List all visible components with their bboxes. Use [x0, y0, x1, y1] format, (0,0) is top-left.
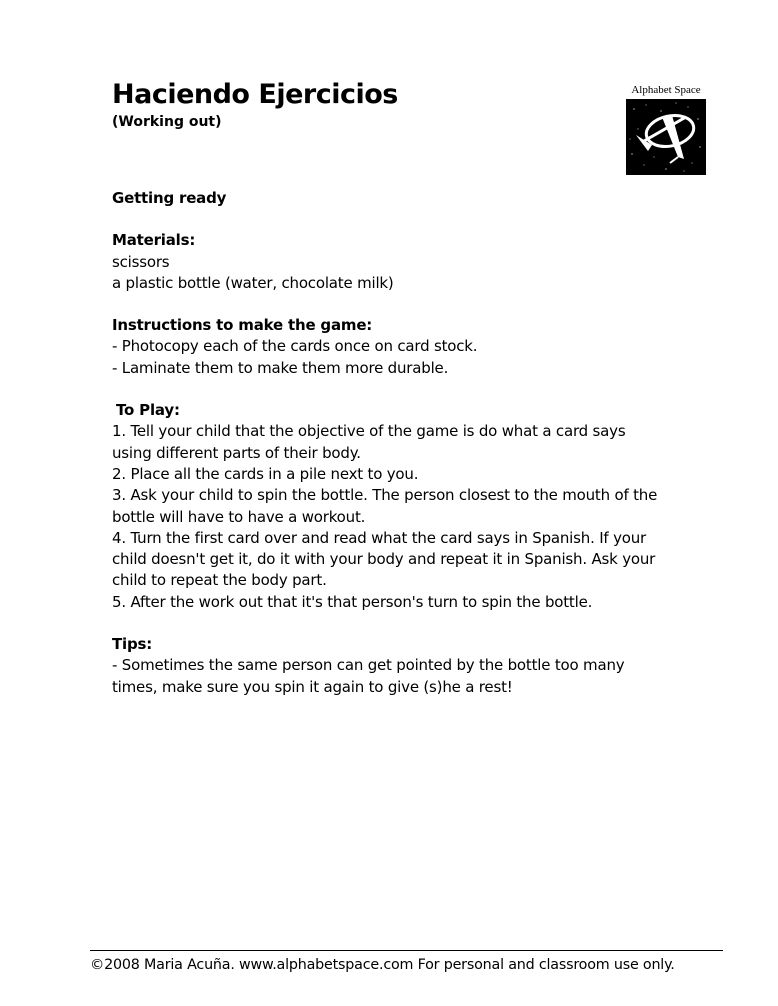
section-heading-to-play: To Play:	[116, 401, 180, 420]
to-play-line: child doesn't get it, do it with your body and repeat it in Spanish. Ask your	[112, 550, 656, 569]
materials-item: scissors	[112, 252, 170, 271]
alphabet-space-logo-icon	[626, 99, 706, 175]
document-body	[112, 188, 732, 698]
section-heading-getting-ready: Getting ready	[112, 189, 227, 207]
to-play-line: 3. Ask your child to spin the bottle. The person closest to the mouth of the	[112, 486, 658, 505]
to-play-line: 4. Turn the first card over and read what the card says in Spanish. If your	[112, 528, 647, 547]
section-heading-materials: Materials:	[112, 231, 196, 250]
materials-item: a plastic bottle (water, chocolate milk)	[112, 273, 394, 292]
to-play-line: 1. Tell your child that the objective of the game is do what a card says	[112, 422, 626, 441]
tips-line: - Sometimes the same person can get pointed by the bottle too many	[112, 656, 625, 675]
to-play-line: bottle will have to have a workout.	[112, 507, 366, 526]
page-title: Haciendo Ejercicios	[112, 79, 398, 110]
page-subtitle: (Working out)	[112, 114, 222, 130]
instructions-item: - Laminate them to make them more durable.	[112, 358, 449, 377]
section-heading-tips: Tips:	[112, 635, 153, 654]
footer-divider	[90, 950, 723, 951]
tips-line: times, make sure you spin it again to give (s)he a rest!	[112, 677, 513, 696]
logo-label: Alphabet Space	[631, 84, 701, 96]
footer-copyright: ©2008 Maria Acuña. www.alphabetspace.com For personal and classroom use only.	[90, 957, 675, 973]
to-play-line: 2. Place all the cards in a pile next to you.	[112, 464, 419, 483]
section-heading-instructions: Instructions to make the game:	[112, 316, 373, 335]
to-play-line: 5. After the work out that it's that person's turn to spin the bottle.	[112, 592, 593, 611]
logo	[622, 83, 710, 175]
to-play-line: using different parts of their body.	[112, 443, 361, 462]
instructions-item: - Photocopy each of the cards once on card stock.	[112, 337, 478, 356]
to-play-line: child to repeat the body part.	[112, 571, 327, 590]
